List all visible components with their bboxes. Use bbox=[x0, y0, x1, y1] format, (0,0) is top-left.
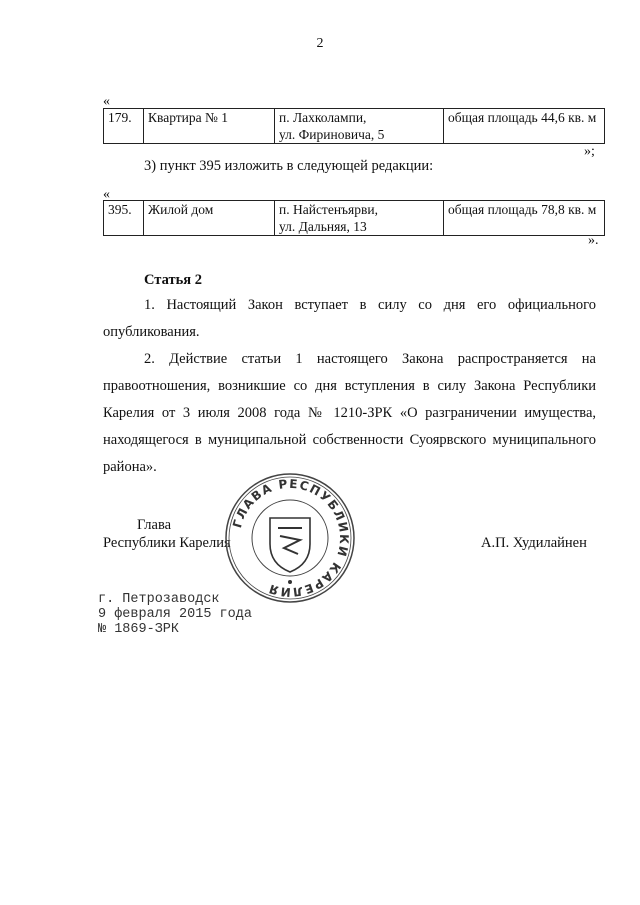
signature-name: А.П. Худилайнен bbox=[481, 535, 587, 551]
amendment-instruction: 3) пункт 395 изложить в следующей редакции: bbox=[144, 158, 434, 174]
seal-stamp-icon bbox=[222, 470, 358, 606]
address-line: п. Лахколампи, bbox=[279, 110, 367, 125]
issue-number: № 1869-ЗРК bbox=[98, 622, 180, 637]
address-line: ул. Фириновича, 5 bbox=[279, 127, 385, 142]
property-table-1 bbox=[103, 108, 605, 144]
item-number: 179. bbox=[104, 109, 144, 144]
signature-title-line1: Глава bbox=[137, 517, 172, 533]
quote-open-2: « bbox=[103, 187, 110, 202]
address-line: ул. Дальняя, 13 bbox=[279, 219, 367, 234]
item-address bbox=[275, 201, 444, 236]
item-address bbox=[275, 109, 444, 144]
quote-close-2: ». bbox=[588, 233, 599, 248]
article-heading: Статья 2 bbox=[144, 272, 202, 288]
quote-close-1: »; bbox=[584, 144, 595, 159]
property-table-2 bbox=[103, 200, 605, 236]
item-object: Жилой дом bbox=[144, 201, 275, 236]
table-row bbox=[104, 109, 605, 144]
quote-open-1: « bbox=[103, 94, 110, 109]
address-line: п. Найстенъярви, bbox=[279, 202, 378, 217]
issue-city: г. Петрозаводск bbox=[98, 592, 220, 607]
item-object: Квартира № 1 bbox=[144, 109, 275, 144]
issue-date: 9 февраля 2015 года bbox=[98, 607, 252, 622]
item-area: общая площадь 78,8 кв. м bbox=[444, 201, 605, 236]
article-paragraph-2: 2. Действие статьи 1 настоящего Закона распространяется на правоотношения, возникшие со дня вступления в силу Закона Республики Карелия от 3 июля 2008 года № 1210-ЗРК «О разграничении имущества, находящегося в муниципальной собственности Суоярвского муниципального района». bbox=[103, 351, 596, 475]
page-number: 2 bbox=[316, 36, 324, 51]
item-number: 395. bbox=[104, 201, 144, 236]
item-area: общая площадь 44,6 кв. м bbox=[444, 109, 605, 144]
article-paragraph-1: 1. Настоящий Закон вступает в силу со дня его официального опубликования. bbox=[103, 297, 596, 340]
issue-details bbox=[98, 592, 252, 637]
seal-text: ГЛАВА РЕСПУБЛИКИ КАРЕЛИЯ bbox=[230, 476, 352, 600]
official-seal bbox=[222, 470, 358, 606]
table-row bbox=[104, 201, 605, 236]
signature-title-line2: Республики Карелия bbox=[103, 535, 231, 551]
